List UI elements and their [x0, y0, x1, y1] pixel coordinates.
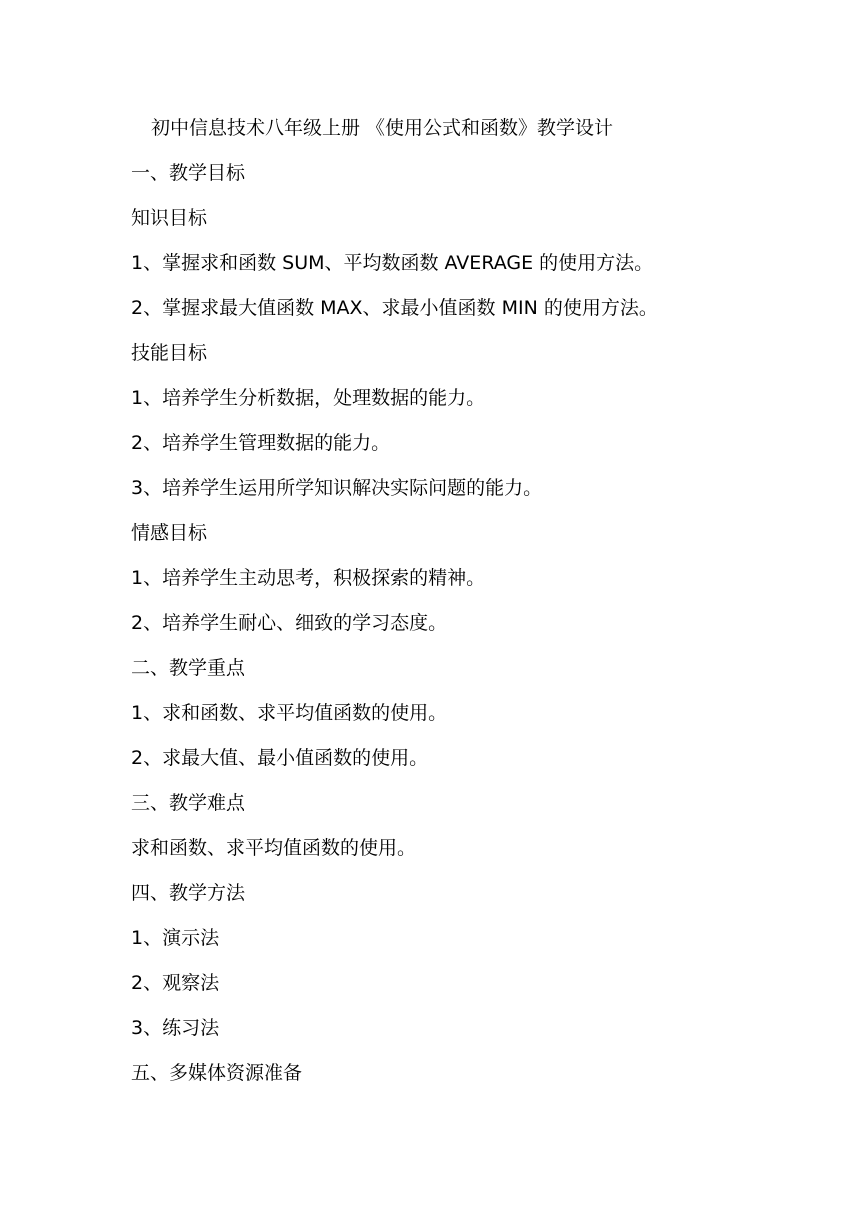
teaching-method-item-1: 1、演示法 — [131, 927, 220, 949]
subheading-emotional-objectives: 情感目标 — [131, 522, 208, 544]
emotional-objective-item-1: 1、培养学生主动思考，积极探索的精神。 — [131, 567, 486, 589]
skill-objective-item-1: 1、培养学生分析数据，处理数据的能力。 — [131, 387, 486, 409]
skill-objective-item-3: 3、培养学生运用所学知识解决实际问题的能力。 — [131, 477, 543, 499]
knowledge-objective-item-1: 1、掌握求和函数 SUM、平均数函数 AVERAGE 的使用方法。 — [131, 252, 654, 274]
section-heading-key-points: 二、教学重点 — [131, 657, 246, 679]
knowledge-objective-item-2: 2、掌握求最大值函数 MAX、求最小值函数 MIN 的使用方法。 — [131, 297, 658, 319]
section-heading-multimedia-resources: 五、多媒体资源准备 — [131, 1062, 303, 1084]
key-point-item-2: 2、求最大值、最小值函数的使用。 — [131, 747, 429, 769]
section-heading-teaching-methods: 四、教学方法 — [131, 882, 246, 904]
emotional-objective-item-2: 2、培养学生耐心、细致的学习态度。 — [131, 612, 448, 634]
teaching-method-item-2: 2、观察法 — [131, 972, 220, 994]
teaching-method-item-3: 3、练习法 — [131, 1017, 220, 1039]
skill-objective-item-2: 2、培养学生管理数据的能力。 — [131, 432, 391, 454]
section-heading-difficult-points: 三、教学难点 — [131, 792, 246, 814]
document-title: 初中信息技术八年级上册 《使用公式和函数》教学设计 — [151, 117, 614, 139]
difficult-point-text: 求和函数、求平均值函数的使用。 — [131, 837, 417, 859]
section-heading-teaching-objectives: 一、教学目标 — [131, 162, 246, 184]
subheading-knowledge-objectives: 知识目标 — [131, 207, 208, 229]
subheading-skill-objectives: 技能目标 — [131, 342, 208, 364]
key-point-item-1: 1、求和函数、求平均值函数的使用。 — [131, 702, 448, 724]
